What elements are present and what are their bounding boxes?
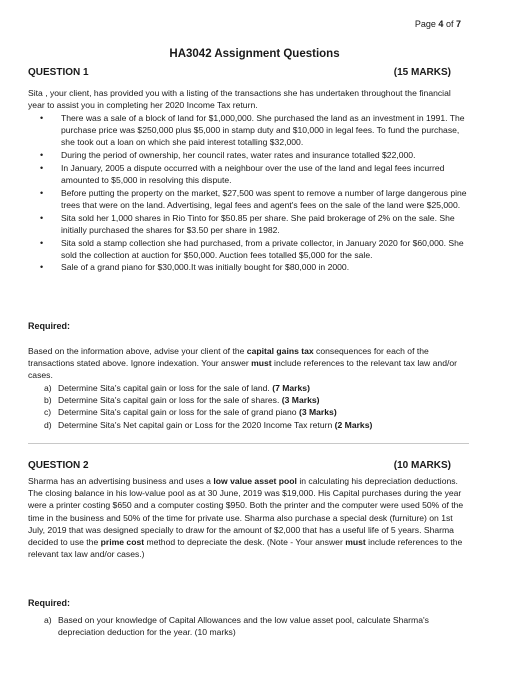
body-bold-must: must <box>345 537 366 548</box>
part-marks: (2 Marks) <box>334 419 373 430</box>
section-divider <box>28 443 469 444</box>
list-item <box>44 419 469 431</box>
question-1-instructions <box>28 345 467 382</box>
list-item: • Before putting the property on the market, $27,500 was spent to remove a number of large dangerous pine trees that were on the land. Advertising, legal fees and agent's fees on the sale of the land were $25,000. <box>28 187 469 211</box>
instr-text-a: Based on the information above, advise your client of the <box>28 346 247 356</box>
part-letter: b) <box>44 395 52 406</box>
list-item <box>44 614 469 638</box>
list-item: • Sita sold her 1,000 shares in Rio Tinto for $50.85 per share. She paid brokerage of 2% on the sale. She initially purchased the shares for $3.50 per share in 1982. <box>28 212 469 236</box>
instr-bold-cgt: capital gains tax <box>246 346 314 356</box>
transaction-list <box>28 112 469 274</box>
body-text-a: Sharma has an advertising business and uses a <box>28 476 214 486</box>
instr-text-c: include references to the relevant tax law and/or cases. <box>28 358 458 381</box>
list-item <box>44 406 469 418</box>
instr-text-b: consequences for each of the transactions stated above. Ignore indexation. Your answer <box>28 346 429 369</box>
part-marks: (3 Marks) <box>281 395 320 406</box>
part-text: Based on your knowledge of Capital Allowances and the low value asset pool, calculate Sharma's depreciation deduction for the year. (10 marks) <box>58 615 429 638</box>
question-1-parts <box>44 382 469 431</box>
question-2-parts <box>44 614 469 638</box>
part-letter: a) <box>44 615 52 625</box>
page-label: Page <box>414 19 436 29</box>
body-bold-lvap: low value asset pool <box>213 476 297 486</box>
part-text: Determine Sita's Net capital gain or Loss for the 2020 Income Tax return <box>58 419 335 430</box>
question-2-required-label: Required: <box>28 598 71 608</box>
question-1-required-label: Required: <box>28 321 71 331</box>
question-2-marks: (10 MARKS) <box>393 460 451 471</box>
body-bold-prime-cost: prime cost <box>100 537 145 548</box>
question-1-intro: Sita , your client, has provided you with a listing of the transactions she has undertaken throughout the financial year to assist you in completing her 2020 Income Tax return. <box>28 88 451 111</box>
question-1-marks: (15 MARKS) <box>393 67 451 78</box>
part-text: Determine Sita's capital gain or loss for the sale of grand piano <box>58 407 299 418</box>
document-title: HA3042 Assignment Questions <box>169 48 340 60</box>
question-2-body <box>28 475 469 560</box>
list-item <box>44 394 469 406</box>
question-2-header <box>28 459 451 473</box>
list-item <box>44 382 469 394</box>
instr-bold-must: must <box>251 358 272 369</box>
question-2-heading: QUESTION 2 <box>28 460 89 471</box>
page-total: 7 <box>455 19 461 29</box>
part-letter: a) <box>44 383 52 393</box>
part-text: Determine Sita's capital gain or loss for the sale of shares. <box>58 395 282 406</box>
list-item: • Sale of a grand piano for $30,000.It was initially bought for $80,000 in 2000. <box>28 261 469 273</box>
body-text-d: include references to the relevant tax law and/or cases.) <box>28 537 463 560</box>
question-1-header <box>28 66 451 80</box>
part-text: Determine Sita's capital gain or loss for the sale of land. <box>58 383 273 393</box>
list-item: • There was a sale of a block of land for $1,000,000. She purchased the land as an investment in 1991. The purchase price was $250,000 plus $5,000 in stamp duty and $10,000 in legal fees. To fund the purchase, she took out a loan on which she paid interest totalling $32,000. <box>28 112 469 149</box>
page-of: of <box>445 19 454 29</box>
page-current: 4 <box>438 19 444 29</box>
body-text-c: method to depreciate the desk. (Note - Your answer <box>144 537 346 548</box>
list-item: • In January, 2005 a dispute occurred with a neighbour over the use of the land and legal fees incurred amounted to $5,000 in resolving this dispute. <box>28 162 469 186</box>
part-letter: c) <box>44 407 52 418</box>
part-marks: (7 Marks) <box>272 383 310 393</box>
question-1-heading: QUESTION 1 <box>28 67 89 78</box>
list-item: • Sita sold a stamp collection she had purchased, from a private collector, in January 2020 for $60,000. She sold the collection at auction for $50,000. Auction fees totalled $5,000 for the sale. <box>28 237 469 261</box>
part-marks: (3 Marks) <box>298 407 337 418</box>
page-number <box>415 18 461 31</box>
part-letter: d) <box>44 419 52 430</box>
body-text-b: in calculating his depreciation deductions. The closing balance in his low-value pool as at 30 June, 2019 was $19,000. His Capital purchases during the year were a printer costing $650 and a computer costing $950. Both the printer and the computer were used 50% of the time in the business and 50% of the time for private use. Sharma also purchase a special desk (furniture) on 1st July, 2019 that was designed specially to draw for the amount of $2,000 that has a useful life of 5 years. Sharma decided to use the <box>28 476 464 548</box>
list-item: • During the period of ownership, her council rates, water rates and insurance totalled $22,000. <box>28 149 469 161</box>
